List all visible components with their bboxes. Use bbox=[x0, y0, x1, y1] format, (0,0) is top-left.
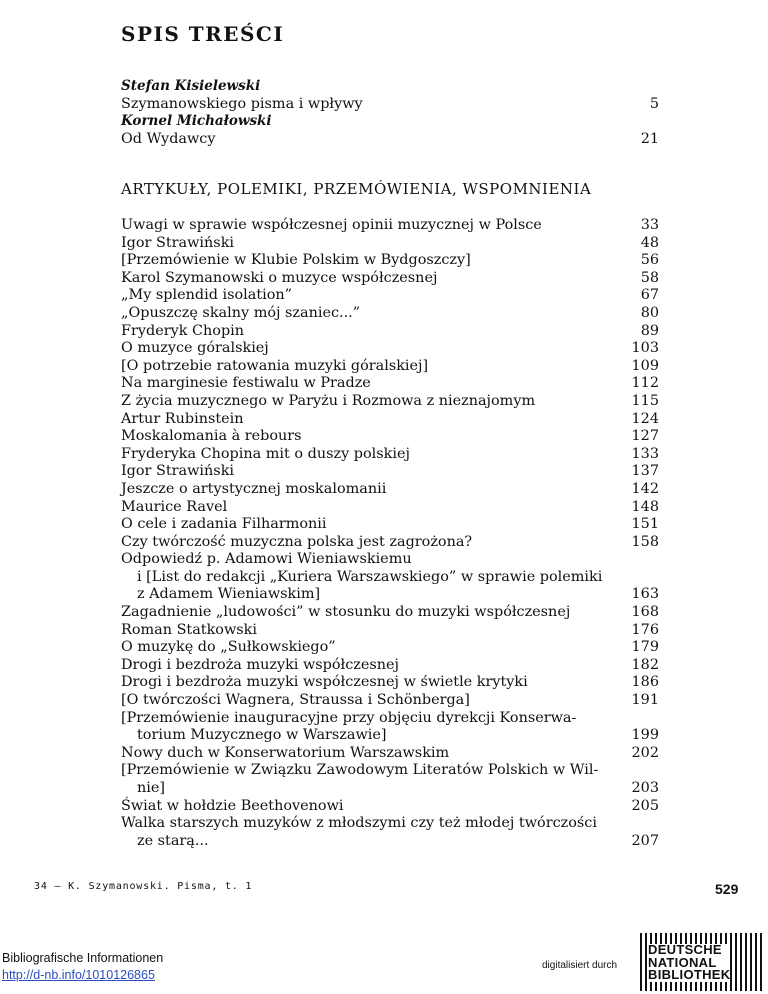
entry-page: 137 bbox=[631, 463, 659, 480]
entry-title: torium Muzycznego w Warszawie] bbox=[137, 727, 387, 744]
toc-entry bbox=[121, 551, 659, 569]
entry-title: Roman Statkowski bbox=[121, 621, 257, 638]
entry-title: Szymanowskiego pisma i wpływy bbox=[121, 95, 363, 112]
bibliography-label: Bibliografische Informationen bbox=[2, 951, 164, 965]
entry-title: Zagadnienie „ludowości” w stosunku do muzyki współczesnej bbox=[121, 604, 571, 621]
entry-title: [Przemówienie w Związku Zawodowym Literatów Polskich w Wil- bbox=[121, 762, 599, 779]
entry-title: O muzykę do „Sułkowskiego” bbox=[121, 639, 336, 656]
toc-entry bbox=[121, 217, 659, 235]
entry-title: [Przemówienie inauguracyjne przy objęciu dyrekcji Konserwa- bbox=[121, 709, 577, 726]
toc-entry bbox=[121, 798, 659, 816]
page-title: SPIS TREŚCI bbox=[121, 22, 285, 46]
toc-entry bbox=[121, 569, 659, 587]
entry-title: „Opuszczę skalny mój szaniec...” bbox=[121, 304, 361, 321]
logo-bar bbox=[740, 933, 742, 991]
entry-page: 205 bbox=[631, 797, 659, 814]
entry-page: 33 bbox=[640, 217, 659, 233]
toc-entry bbox=[121, 463, 659, 481]
toc-entry bbox=[121, 428, 659, 446]
toc-entry bbox=[121, 534, 659, 552]
entry-page: 207 bbox=[631, 832, 659, 849]
entry-page: 191 bbox=[631, 692, 659, 709]
entry-page: 58 bbox=[640, 269, 659, 286]
entry-title: O muzyce góralskiej bbox=[121, 340, 269, 357]
toc-entry bbox=[121, 727, 659, 745]
entry-page: 48 bbox=[640, 234, 659, 251]
entry-title: Igor Strawiński bbox=[121, 234, 235, 251]
entry-title: Maurice Ravel bbox=[121, 498, 228, 515]
toc-entry bbox=[121, 586, 659, 604]
entry-page: 133 bbox=[631, 445, 659, 462]
intro-entry bbox=[121, 96, 659, 114]
intro-list bbox=[121, 78, 659, 148]
toc-entry bbox=[121, 674, 659, 692]
entry-title: [O twórczości Wagnera, Straussa i Schönberga] bbox=[121, 692, 470, 709]
logo-bar bbox=[755, 933, 757, 991]
dnb-logo bbox=[640, 933, 766, 991]
entry-page: 67 bbox=[640, 287, 659, 304]
entry-page: 168 bbox=[631, 604, 659, 621]
entry-title: ze starą... bbox=[137, 832, 209, 849]
entry-title: Odpowiedź p. Adamowi Wieniawskiemu bbox=[121, 551, 412, 568]
entry-page: 142 bbox=[631, 480, 659, 497]
toc-entry bbox=[121, 340, 659, 358]
entry-page: 203 bbox=[631, 780, 659, 796]
toc-entry bbox=[121, 481, 659, 499]
toc-entry bbox=[121, 287, 659, 305]
logo-bar bbox=[760, 933, 762, 991]
entry-title: Świat w hołdzie Beethovenowi bbox=[121, 797, 344, 814]
entry-title: Moskalomania à rebours bbox=[121, 428, 302, 445]
dnb-logo-text bbox=[648, 944, 730, 982]
digitization-label: digitalisiert durch bbox=[542, 960, 618, 971]
toc-entry bbox=[121, 780, 659, 798]
entry-page: 182 bbox=[631, 656, 659, 673]
entry-title: nie] bbox=[137, 780, 166, 796]
entry-title: Uwagi w sprawie współczesnej opinii muzycznej w Polsce bbox=[121, 217, 542, 233]
entry-title: [Przemówienie w Klubie Polskim w Bydgoszczy] bbox=[121, 252, 471, 269]
toc-entry bbox=[121, 692, 659, 710]
toc-entry bbox=[121, 745, 659, 763]
entry-page: 56 bbox=[640, 252, 659, 269]
toc-entry bbox=[121, 393, 659, 411]
entry-page: 148 bbox=[631, 498, 659, 515]
logo-bar bbox=[750, 933, 752, 991]
entry-page: 127 bbox=[631, 428, 659, 445]
toc-entry bbox=[121, 622, 659, 640]
toc-entry bbox=[121, 762, 659, 780]
entry-title: Walka starszych muzyków z młodszymi czy też młodej twórczości bbox=[121, 815, 597, 832]
dnb-logo-line: DEUTSCHE bbox=[648, 942, 722, 957]
entry-title: Fryderyka Chopina mit o duszy polskiej bbox=[121, 445, 410, 462]
entry-title: Stefan Kisielewski bbox=[121, 78, 261, 94]
entry-page: 109 bbox=[631, 357, 659, 374]
toc-entry bbox=[121, 446, 659, 464]
logo-bar bbox=[745, 933, 747, 991]
section-title: ARTYKUŁY, POLEMIKI, PRZEMÓWIENIA, WSPOMNIENIA bbox=[121, 180, 592, 198]
entry-title: z Adamem Wieniawskim] bbox=[137, 586, 321, 603]
entry-page: 199 bbox=[631, 727, 659, 744]
dnb-logo-line: NATIONAL bbox=[648, 954, 717, 970]
toc-entry bbox=[121, 270, 659, 288]
toc-entry bbox=[121, 499, 659, 517]
logo-bar bbox=[645, 933, 647, 991]
entry-title: O cele i zadania Filharmonii bbox=[121, 516, 327, 533]
entry-title: „My splendid isolation” bbox=[121, 287, 292, 304]
entry-page: 124 bbox=[631, 410, 659, 427]
entry-title: Kornel Michałowski bbox=[121, 113, 272, 130]
toc-entry bbox=[121, 710, 659, 728]
entry-title: Drogi i bezdroża muzyki współczesnej w świetle krytyki bbox=[121, 674, 528, 691]
entry-title: Od Wydawcy bbox=[121, 130, 216, 147]
toc-entry bbox=[121, 815, 659, 833]
entry-page: 80 bbox=[640, 304, 659, 321]
toc-entry bbox=[121, 411, 659, 429]
logo-bar bbox=[735, 933, 737, 991]
entry-title: Z życia muzycznego w Paryżu i Rozmowa z nieznajomym bbox=[121, 392, 536, 409]
entry-title: Czy twórczość muzyczna polska jest zagrożona? bbox=[121, 533, 473, 550]
entry-title: [O potrzebie ratowania muzyki góralskiej] bbox=[121, 357, 429, 374]
toc-entry bbox=[121, 516, 659, 534]
entry-page: 115 bbox=[631, 392, 659, 409]
logo-bar bbox=[640, 933, 642, 991]
entry-title: Nowy duch w Konserwatorium Warszawskim bbox=[121, 744, 450, 761]
entry-page: 186 bbox=[631, 674, 659, 691]
toc-entry bbox=[121, 305, 659, 323]
entry-page: 179 bbox=[631, 639, 659, 656]
entry-title: Na marginesie festiwalu w Pradze bbox=[121, 375, 371, 392]
toc-entry bbox=[121, 375, 659, 393]
entry-title: Igor Strawiński bbox=[121, 463, 235, 480]
entry-title: Fryderyk Chopin bbox=[121, 322, 245, 339]
toc-entry bbox=[121, 235, 659, 253]
author-name bbox=[121, 113, 659, 131]
author-name bbox=[121, 78, 659, 96]
bibliography-link[interactable]: http://d-nb.info/1010126865 bbox=[2, 968, 155, 982]
toc-entry bbox=[121, 604, 659, 622]
entry-page: 112 bbox=[631, 375, 659, 392]
entry-page: 202 bbox=[631, 744, 659, 761]
footer-page-number: 529 bbox=[715, 881, 739, 897]
toc-list bbox=[121, 217, 659, 850]
entry-title: Jeszcze o artystycznej moskalomanii bbox=[121, 480, 387, 497]
footer-signature: 34 — K. Szymanowski. Pisma, t. 1 bbox=[34, 881, 253, 892]
entry-page: 158 bbox=[631, 533, 659, 550]
toc-entry bbox=[121, 833, 659, 851]
entry-page: 89 bbox=[640, 322, 659, 339]
entry-title: i [List do redakcji „Kuriera Warszawskiego” w sprawie polemiki bbox=[137, 568, 603, 585]
entry-title: Drogi i bezdroża muzyki współczesnej bbox=[121, 656, 400, 673]
entry-page: 151 bbox=[631, 516, 659, 533]
entry-page: 103 bbox=[631, 340, 659, 357]
toc-entry bbox=[121, 657, 659, 675]
entry-page: 176 bbox=[631, 621, 659, 638]
toc-entry bbox=[121, 323, 659, 341]
dnb-logo-line: BIBLIOTHEK bbox=[648, 967, 731, 983]
entry-page: 163 bbox=[631, 586, 659, 603]
entry-title: Karol Szymanowski o muzyce współczesnej bbox=[121, 269, 438, 286]
entry-page: 21 bbox=[640, 130, 659, 147]
entry-title: Artur Rubinstein bbox=[121, 410, 244, 427]
entry-page: 5 bbox=[649, 95, 659, 112]
toc-entry bbox=[121, 358, 659, 376]
toc-entry bbox=[121, 252, 659, 270]
intro-entry bbox=[121, 131, 659, 149]
toc-entry bbox=[121, 639, 659, 657]
